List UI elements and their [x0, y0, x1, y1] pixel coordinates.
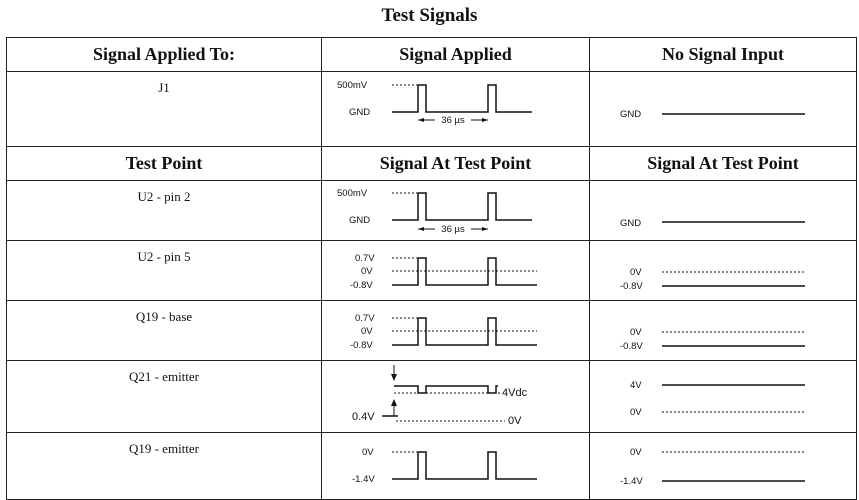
- arrow-left-icon: [418, 227, 424, 231]
- header-signal-at-test-point: Signal At Test Point: [322, 147, 590, 181]
- no-input-waveform: [590, 241, 857, 301]
- test-signals-table: [6, 37, 857, 500]
- level-label-mid: 0V: [361, 326, 373, 337]
- table-row: [7, 72, 857, 147]
- applied-waveform: [322, 72, 590, 147]
- dc-level-label: 4Vdc: [502, 387, 528, 399]
- test-point-label: U2 - pin 2: [7, 181, 322, 241]
- pulse-waveform-diagram: [322, 72, 590, 147]
- level-label-bottom: -0.8V: [620, 281, 643, 292]
- pulse-waveform-diagram: [322, 181, 590, 241]
- test-point-label: J1: [7, 72, 322, 147]
- header-signal-applied-to: Signal Applied To:: [7, 38, 322, 72]
- level-label: GND: [620, 109, 642, 120]
- level-label-bottom: GND: [349, 107, 371, 118]
- no-input-waveform: [590, 361, 857, 433]
- level-label-top: 0V: [630, 447, 642, 458]
- test-point-waveform: [322, 241, 590, 301]
- no-input-waveform: [590, 72, 857, 147]
- header-signal-at-test-point-2: Signal At Test Point: [590, 147, 857, 181]
- level-label-top: 0.7V: [355, 253, 375, 264]
- flat-line-diagram: [590, 72, 857, 147]
- dc-level-waveform-diagram: [322, 361, 590, 433]
- pulse-trace: [392, 193, 532, 220]
- level-label-bottom: 0V: [630, 407, 642, 418]
- pulse-waveform-diagram: [322, 301, 590, 361]
- arrow-right-icon: [482, 118, 488, 122]
- header-row: [7, 38, 857, 72]
- header-signal-applied: Signal Applied: [322, 38, 590, 72]
- level-label-top: 4V: [630, 380, 642, 391]
- low-level-label: 0.4V: [352, 411, 375, 423]
- level-label-top: 500mV: [337, 188, 368, 199]
- no-input-waveform: [590, 181, 857, 241]
- test-point-waveform: [322, 181, 590, 241]
- header-test-point: Test Point: [7, 147, 322, 181]
- level-label-top: 500mV: [337, 80, 368, 91]
- flat-line-diagram: [590, 181, 857, 241]
- dc-trace: [394, 386, 498, 393]
- test-point-label: Q19 - base: [7, 301, 322, 361]
- flat-line-diagram: [590, 433, 857, 500]
- level-label-bottom: -0.8V: [350, 340, 373, 351]
- zero-level-label: 0V: [508, 415, 522, 427]
- level-label-mid: 0V: [361, 266, 373, 277]
- level-label-bottom: -1.4V: [352, 474, 375, 485]
- table-row: [7, 301, 857, 361]
- flat-line-diagram: [590, 361, 857, 433]
- flat-line-diagram: [590, 241, 857, 301]
- level-label: GND: [620, 218, 642, 229]
- pulse-trace: [392, 85, 532, 112]
- test-point-waveform: [322, 361, 590, 433]
- level-label-bottom: -0.8V: [350, 280, 373, 291]
- level-label-bottom: -0.8V: [620, 341, 643, 352]
- pulse-waveform-diagram: [322, 433, 590, 500]
- level-label-top: 0V: [630, 327, 642, 338]
- flat-line-diagram: [590, 301, 857, 361]
- table-row: [7, 181, 857, 241]
- test-point-waveform: [322, 301, 590, 361]
- test-point-label: Q21 - emitter: [7, 361, 322, 433]
- no-input-waveform: [590, 433, 857, 500]
- pulse-trace: [392, 452, 537, 479]
- table-row: [7, 361, 857, 433]
- level-label-bottom: GND: [349, 215, 371, 226]
- arrow-left-icon: [418, 118, 424, 122]
- header-row: [7, 147, 857, 181]
- arrow-right-icon: [482, 227, 488, 231]
- level-label-top: 0V: [362, 447, 374, 458]
- table-row: [7, 241, 857, 301]
- no-input-waveform: [590, 301, 857, 361]
- test-point-label: U2 - pin 5: [7, 241, 322, 301]
- test-point-label: Q19 - emitter: [7, 433, 322, 500]
- test-point-waveform: [322, 433, 590, 500]
- period-label: 36 µs: [441, 115, 465, 126]
- arrow-down-icon: [391, 374, 397, 381]
- page-title: Test Signals: [381, 5, 478, 26]
- period-label: 36 µs: [441, 224, 465, 235]
- header-no-signal-input: No Signal Input: [590, 38, 857, 72]
- level-label-top: 0.7V: [355, 313, 375, 324]
- level-label-top: 0V: [630, 267, 642, 278]
- level-label-bottom: -1.4V: [620, 476, 643, 487]
- pulse-waveform-diagram: [322, 241, 590, 301]
- table-row: [7, 433, 857, 500]
